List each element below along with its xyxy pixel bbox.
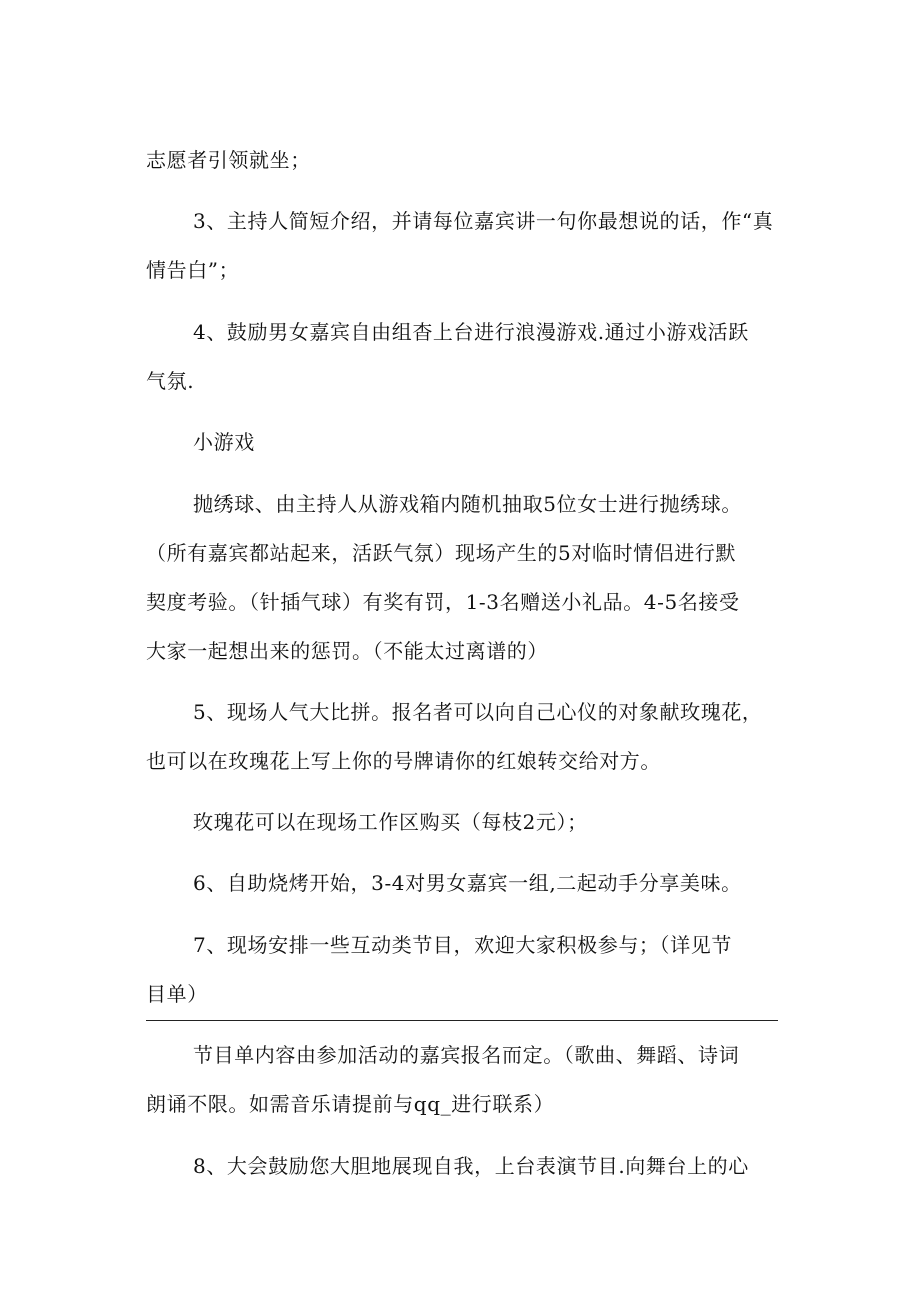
text-line-19: 8、大会鼓励您大胆地展现自我，上台表演节目.向舞台上的心 (193, 1154, 749, 1178)
text-line-15: 7、现场安排一些互动类节目，欢迎大家积极参与；（详见节 (193, 933, 732, 957)
text-line-12: 也可以在玫瑰花上写上你的号牌请你的红娘转交给对方。 (146, 749, 661, 773)
text-line-17: 节目单内容由参加活动的嘉宾报名而定。（歌曲、舞蹈、诗词 (193, 1043, 740, 1067)
text-line-3: 情告白”； (146, 258, 240, 282)
text-line-7: 抛绣球、由主持人从游戏箱内随机抽取5位女士进行抛绣球。 (193, 492, 742, 516)
text-line-16: 目单） (146, 982, 208, 1006)
text-line-4: 4、鼓励男女嘉宾自由组杳上台进行浪漫游戏.通过小游戏活跃 (193, 320, 749, 344)
text-line-9: 契度考验。（针插气球）有奖有罚，1-3名赠送小礼品。4-5名接受 (146, 590, 740, 614)
section-heading: 小游戏 (193, 430, 255, 454)
text-line-13: 玫瑰花可以在现场工作区购买（每枝2元）； (193, 810, 588, 834)
text-line-10: 大家一起想出来的惩罚。（不能太过离谱的） (146, 639, 548, 663)
text-line-1: 志愿者引领就坐； (146, 148, 311, 172)
text-line-2: 3、主持人简短介绍，并请每位嘉宾讲一句你最想说的话，作“真 (193, 209, 774, 233)
text-line-11: 5、现场人气大比拼。报名者可以向自己心仪的对象献玫瑰花， (193, 700, 763, 724)
text-line-18: 朗诵不限。如需音乐请提前与qq_进行联系） (146, 1092, 555, 1116)
text-line-14: 6、自助烧烤开始，3-4对男女嘉宾一组,二起动手分享美味。 (193, 871, 742, 895)
text-line-5: 气氛. (146, 369, 195, 393)
horizontal-divider (146, 1020, 778, 1021)
text-line-8: （所有嘉宾都站起来，活跃气氛）现场产生的5对临时情侣进行默 (146, 541, 737, 565)
